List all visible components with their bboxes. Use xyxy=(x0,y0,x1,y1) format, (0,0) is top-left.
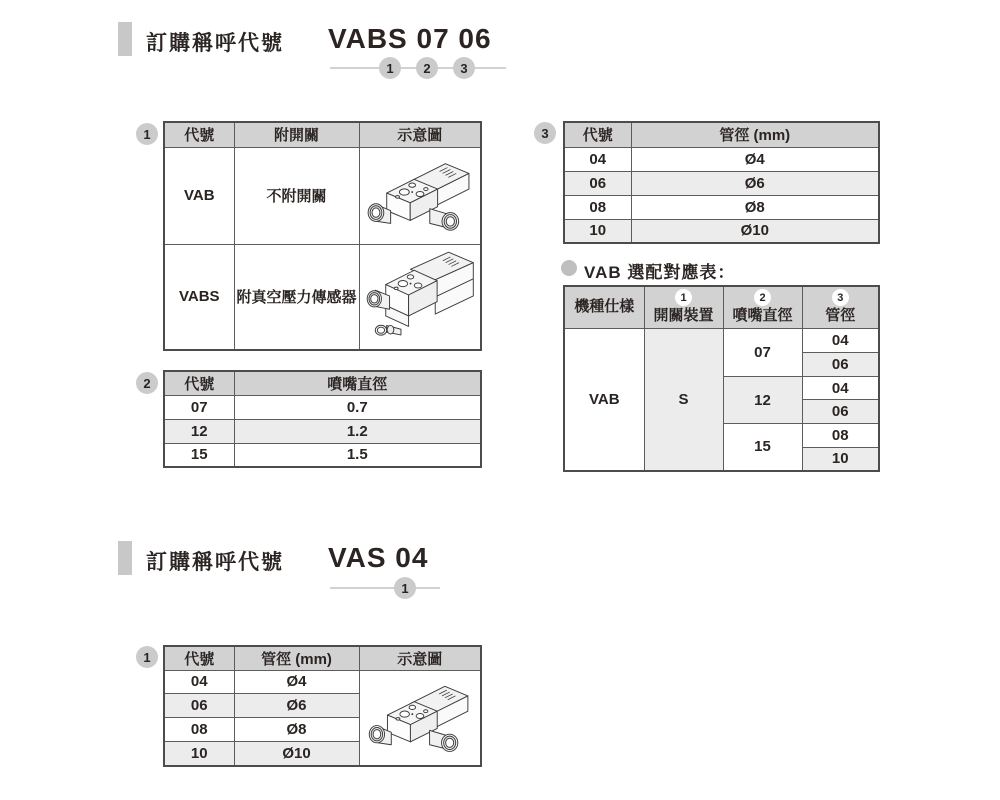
code-value: 10 xyxy=(564,219,631,243)
table-row xyxy=(564,329,879,353)
pipe-value: 10 xyxy=(802,448,879,471)
section1-order-code: VABS 07 06 xyxy=(328,23,492,54)
switch-value: S xyxy=(644,329,723,471)
vas-pipe-table xyxy=(163,645,482,767)
pipe-value: 04 xyxy=(802,329,879,353)
nozzle-value: 15 xyxy=(723,424,802,471)
vas-illustration-cell xyxy=(359,670,481,766)
vabs-product-illustration xyxy=(361,245,479,345)
vab-matching-table xyxy=(563,285,880,472)
section-bar xyxy=(118,22,132,56)
table-row xyxy=(164,419,481,443)
code-value: 04 xyxy=(564,147,631,171)
pipe-value: 06 xyxy=(802,353,879,377)
pipe-value: Ø8 xyxy=(234,718,359,742)
code-marker-3: 3 xyxy=(453,57,475,79)
matching-table-title: VAB 選配對應表： xyxy=(584,263,736,282)
code-value: 07 xyxy=(164,395,234,419)
code-marker-1: 1 xyxy=(394,577,416,599)
nozzle-value: 07 xyxy=(723,329,802,377)
nozzle-value: 12 xyxy=(723,377,802,424)
col-header: 代號 xyxy=(564,122,631,147)
table-header-row xyxy=(564,122,879,147)
pipe-value: Ø8 xyxy=(631,195,879,219)
pipe-value: Ø10 xyxy=(234,742,359,766)
vas-product-illustration xyxy=(361,671,479,761)
pipe-value: Ø6 xyxy=(631,171,879,195)
pipe-value: Ø4 xyxy=(631,147,879,171)
nozzle-diameter-table xyxy=(163,370,482,468)
model-desc: 附真空壓力傳感器 xyxy=(234,244,359,350)
col-header-label: 管徑 xyxy=(825,307,856,324)
pipe-diameter-table xyxy=(563,121,880,244)
col-header: 代號 xyxy=(164,122,234,147)
col-header xyxy=(644,286,723,329)
section2-order-code: VAS 04 xyxy=(328,542,429,573)
vabs-illustration-cell xyxy=(359,244,481,350)
pipe-value: 04 xyxy=(802,377,879,400)
table-row xyxy=(564,171,879,195)
table-row xyxy=(564,195,879,219)
vab-illustration-cell xyxy=(359,147,481,244)
header-marker-2: 2 xyxy=(754,289,771,306)
table4-marker: 1 xyxy=(136,646,158,668)
pipe-value: 08 xyxy=(802,424,879,448)
col-header-label: 機種仕樣 xyxy=(574,298,635,315)
table-row xyxy=(164,395,481,419)
section1-title: 訂購稱呼代號 xyxy=(146,32,284,55)
col-header: 管徑 (mm) xyxy=(234,646,359,670)
pipe-value: 06 xyxy=(802,400,879,424)
table2-marker: 2 xyxy=(136,372,158,394)
section-bar xyxy=(118,541,132,575)
vab-product-illustration xyxy=(361,148,479,240)
col-header xyxy=(723,286,802,329)
table3-marker: 3 xyxy=(534,122,556,144)
code-value: 06 xyxy=(164,694,234,718)
code-value: 15 xyxy=(164,443,234,467)
model-code: VABS xyxy=(164,244,234,350)
code-value: 12 xyxy=(164,419,234,443)
diameter-value: 1.2 xyxy=(234,419,481,443)
table-row xyxy=(564,219,879,243)
col-header: 附開關 xyxy=(234,122,359,147)
diameter-value: 1.5 xyxy=(234,443,481,467)
switch-option-table xyxy=(163,121,482,351)
diameter-value: 0.7 xyxy=(234,395,481,419)
table-header-row xyxy=(164,371,481,395)
table-header-row xyxy=(164,122,481,147)
table-row xyxy=(164,670,481,694)
col-header: 代號 xyxy=(164,371,234,395)
col-header: 示意圖 xyxy=(359,646,481,670)
code-value: 06 xyxy=(564,171,631,195)
pipe-value: Ø4 xyxy=(234,670,359,694)
code-value: 08 xyxy=(564,195,631,219)
code-value: 10 xyxy=(164,742,234,766)
header-marker-3: 3 xyxy=(832,289,849,306)
col-header-label: 噴嘴直徑 xyxy=(732,307,793,324)
code-underline xyxy=(330,587,440,589)
bullet-icon xyxy=(561,260,577,276)
code-value: 08 xyxy=(164,718,234,742)
table-row xyxy=(164,443,481,467)
col-header: 噴嘴直徑 xyxy=(234,371,481,395)
col-header: 管徑 (mm) xyxy=(631,122,879,147)
table-row xyxy=(564,147,879,171)
col-header xyxy=(802,286,879,329)
table1-marker: 1 xyxy=(136,123,158,145)
table-header-row xyxy=(164,646,481,670)
model-code: VAB xyxy=(164,147,234,244)
section2-title: 訂購稱呼代號 xyxy=(146,551,284,574)
col-header-label: 開關裝置 xyxy=(653,307,714,324)
col-header: 示意圖 xyxy=(359,122,481,147)
col-header: 代號 xyxy=(164,646,234,670)
pipe-value: Ø6 xyxy=(234,694,359,718)
table-row xyxy=(164,147,481,244)
model-desc: 不附開關 xyxy=(234,147,359,244)
table-header-row xyxy=(564,286,879,329)
code-marker-2: 2 xyxy=(416,57,438,79)
table-row xyxy=(164,244,481,350)
code-value: 04 xyxy=(164,670,234,694)
col-header xyxy=(564,286,644,329)
header-marker-1: 1 xyxy=(675,289,692,306)
model-value: VAB xyxy=(564,329,644,471)
pipe-value: Ø10 xyxy=(631,219,879,243)
code-marker-1: 1 xyxy=(379,57,401,79)
